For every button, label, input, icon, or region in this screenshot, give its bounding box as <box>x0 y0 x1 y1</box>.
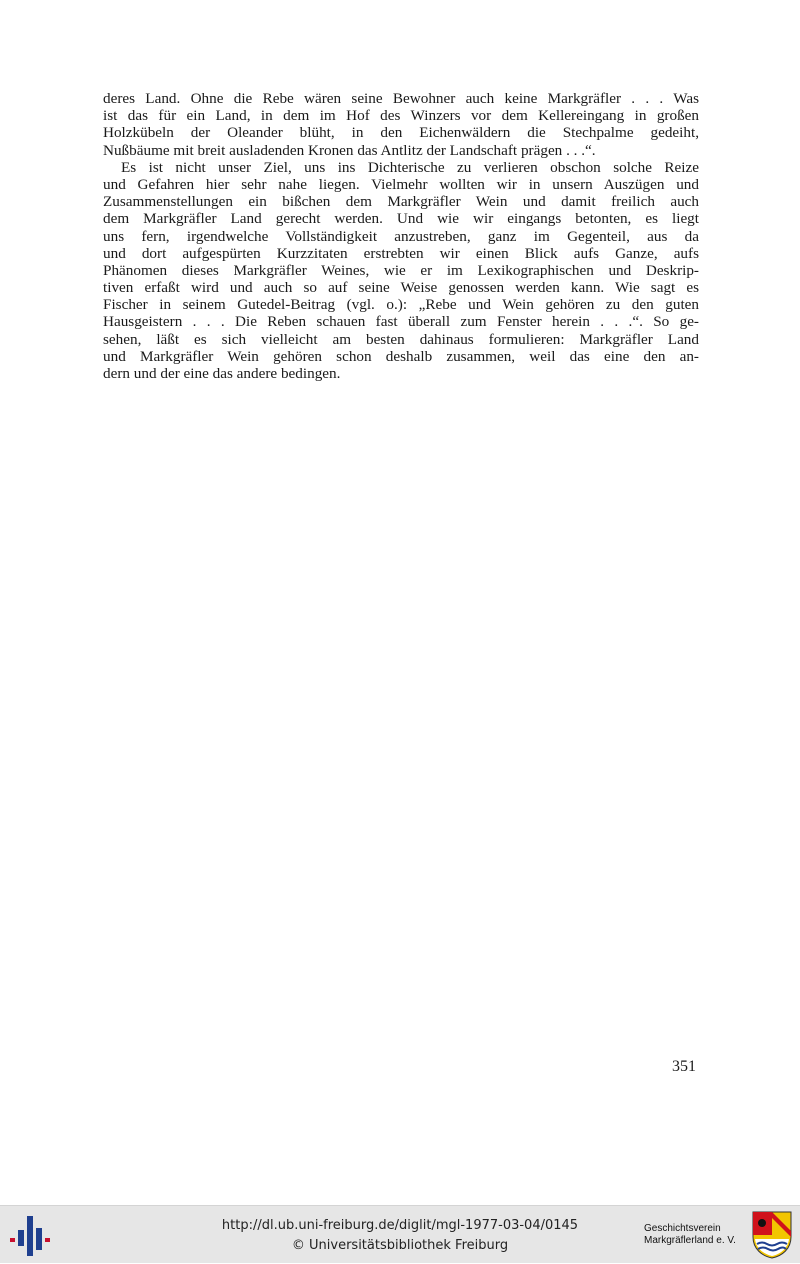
text-line: Nußbäume mit breit ausladenden Kronen das Antlitz der Landschaft prägen . . .“. <box>103 141 596 159</box>
text-line: Es ist nicht unser Ziel, uns ins Dichterische zu verlieren obschon solche Reize <box>121 158 699 176</box>
text-line: Hausgeistern . . . Die Reben schauen fast überall zum Fenster herein . . .“. So ge- <box>103 313 699 331</box>
text-line: sehen, läßt es sich vielleicht am besten dahinaus formulieren: Markgräfler Land <box>103 330 699 348</box>
text-line: dern und der eine das andere bedingen. <box>103 365 341 382</box>
org-name-line-2: Markgräflerland e. V. <box>644 1235 736 1246</box>
body-text <box>103 90 699 382</box>
footer-citation <box>170 1216 630 1256</box>
copyright-text: © Universitätsbibliothek Freiburg <box>291 1238 509 1253</box>
org-name-line-1: Geschichtsverein <box>644 1223 721 1234</box>
text-line: Zusammenstellungen ein bißchen dem Markgräfler Wein und damit freilich auch <box>103 193 699 211</box>
footer-bar <box>0 1205 800 1263</box>
coat-of-arms-icon <box>752 1211 792 1259</box>
ub-freiburg-logo-icon[interactable] <box>10 1216 52 1256</box>
text-line: dem Markgräfler Land gerecht werden. Und wie wir eingangs betonten, es liegt <box>103 210 699 228</box>
source-url-link[interactable]: http://dl.ub.uni-freiburg.de/diglit/mgl-1977-03-04/0145 <box>221 1218 579 1233</box>
text-line: Holzkübeln der Oleander blüht, in den Eichenwäldern die Stechpalme gedeiht, <box>103 124 699 142</box>
text-line: und Gefahren hier sehr nahe liegen. Vielmehr wollten wir in unsern Auszügen und <box>103 175 699 193</box>
org-name <box>644 1223 754 1247</box>
text-line: deres Land. Ohne die Rebe wären seine Bewohner auch keine Markgräfler . . . Was <box>103 90 699 107</box>
text-line: ist das für ein Land, in dem im Hof des Winzers vor dem Kellereingang in großen <box>103 107 699 125</box>
text-line: tiven erfaßt wird und auch so auf seine Weise genossen werden kann. Wie sagt es <box>103 279 699 297</box>
text-line: Fischer in seinem Gutedel-Beitrag (vgl. o.): „Rebe und Wein gehören zu den guten <box>103 296 699 314</box>
paragraph-1 <box>103 90 699 159</box>
text-line: Phänomen dieses Markgräfler Weines, wie er im Lexikographischen und Deskrip- <box>103 261 699 279</box>
text-line: und Markgräfler Wein gehören schon deshalb zusammen, weil das eine den an- <box>103 347 699 365</box>
paragraph-2 <box>103 159 699 382</box>
page-number: 351 <box>672 1058 696 1075</box>
text-line: und dort aufgespürten Kurzzitaten erstrebten wir einen Blick aufs Ganze, aufs <box>103 244 699 262</box>
text-line: uns fern, irgendwelche Vollständigkeit anzustreben, ganz im Gegenteil, aus da <box>103 227 699 245</box>
